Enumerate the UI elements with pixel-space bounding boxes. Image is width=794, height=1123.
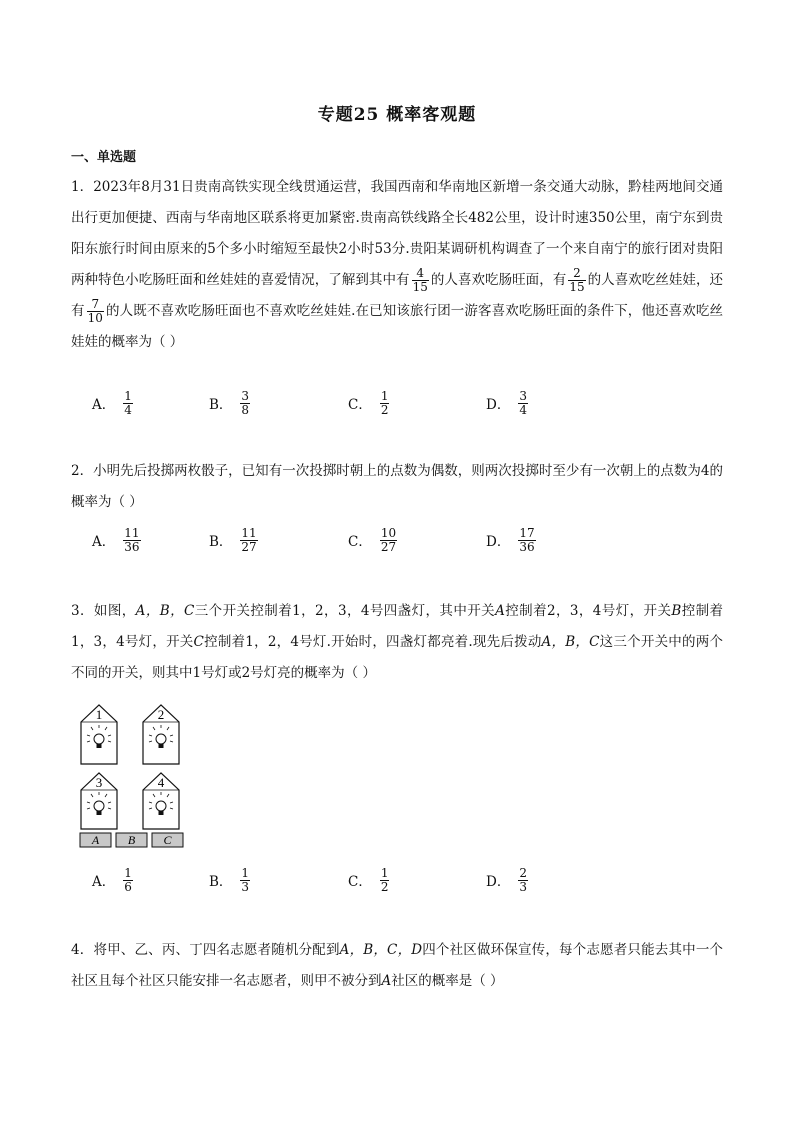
option-c[interactable] [348, 860, 391, 900]
lamp-house [81, 705, 117, 764]
question-1 [71, 172, 723, 358]
question-number: 4． [71, 942, 94, 958]
option-letter: D． [486, 874, 511, 890]
lamp-number: 1 [95, 707, 103, 722]
option-fraction [380, 390, 390, 416]
question-text: 的人喜欢吃肠旺面，有 [430, 272, 567, 288]
fraction-denominator: 2 [380, 402, 389, 417]
question-2 [71, 456, 723, 518]
option-d[interactable] [486, 383, 530, 423]
option-d[interactable] [486, 520, 538, 560]
question-text: 的人喜欢吃丝娃娃，还有 [71, 272, 724, 319]
fraction [412, 267, 429, 293]
question-text: 四个社区做环保宣传，每个志愿者只能去其中一个社区且每个社区只能安排一名志愿者，则甲不被分到 [71, 942, 724, 989]
fraction [87, 298, 104, 324]
option-fraction [123, 390, 133, 416]
option-letter: B． [209, 397, 233, 413]
switch-a [80, 833, 111, 847]
fraction-numerator: 11 [241, 525, 257, 540]
question-number: 2． [71, 463, 94, 479]
question-text: 控制着1，3，4号灯，开关 [71, 603, 724, 650]
lamp-number: 3 [95, 775, 103, 790]
variable: A，B，C [541, 634, 600, 650]
fraction-numerator: 4 [412, 267, 429, 281]
switch-label: B [127, 833, 136, 847]
question-text: 如图， [93, 603, 136, 619]
fraction [568, 267, 585, 293]
fraction-denominator: 3 [241, 879, 250, 894]
lamp-house [143, 773, 179, 829]
options-q1 [0, 383, 794, 423]
option-b[interactable] [209, 860, 252, 900]
fraction-denominator: 8 [241, 402, 250, 417]
fraction-numerator: 2 [519, 865, 527, 880]
question-text: 将甲、乙、丙、丁四名志愿者随机分配到 [93, 942, 340, 958]
fraction-denominator: 36 [124, 539, 140, 554]
fraction-denominator: 15 [412, 280, 428, 294]
fraction-denominator: 36 [519, 539, 535, 554]
options-q3 [0, 860, 794, 900]
option-fraction [240, 390, 250, 416]
question-number: 1． [71, 179, 94, 195]
switch-c [152, 833, 183, 847]
fraction-denominator: 15 [569, 280, 585, 294]
option-a[interactable] [92, 860, 135, 900]
option-letter: D． [486, 397, 511, 413]
option-fraction [518, 867, 528, 893]
question-text: 控制着2，3，4号灯，开关 [504, 603, 672, 619]
lamp-number: 4 [157, 775, 165, 790]
switch-label: A [91, 833, 100, 847]
option-fraction [123, 527, 140, 553]
fraction-numerator: 11 [124, 525, 140, 540]
option-fraction [518, 527, 535, 553]
option-fraction [240, 867, 250, 893]
option-fraction [380, 867, 390, 893]
question-text: 社区的概率是（ ） [391, 973, 504, 989]
section-heading: 一、单选题 [71, 150, 137, 165]
fraction-denominator: 4 [124, 402, 132, 417]
variable: C [193, 634, 204, 650]
option-letter: D． [486, 534, 511, 550]
fraction-denominator: 2 [380, 879, 389, 894]
variable: A [495, 603, 505, 619]
question-text: 三个开关控制着1，2，3，4号四盏灯，其中开关 [194, 603, 496, 619]
question-3 [71, 596, 723, 689]
fraction-numerator: 1 [380, 388, 389, 403]
fraction-numerator: 10 [380, 525, 397, 540]
variable: A，B，C，D [339, 942, 423, 958]
option-letter: C． [348, 874, 372, 890]
lamp-switch-figure [77, 702, 189, 850]
fraction-denominator: 27 [241, 539, 257, 554]
switch-b [116, 833, 147, 847]
fraction-numerator: 1 [241, 865, 250, 880]
fraction-denominator: 3 [519, 879, 527, 894]
variable: A [381, 973, 392, 989]
fraction-denominator: 4 [519, 402, 527, 417]
page-title: 专题25 概率客观题 [317, 105, 477, 125]
option-letter: A． [92, 534, 116, 550]
fraction-denominator: 27 [380, 539, 397, 554]
option-letter: A． [92, 397, 116, 413]
option-fraction [123, 867, 133, 893]
option-letter: A． [92, 874, 116, 890]
fraction-numerator: 2 [568, 267, 585, 281]
option-c[interactable] [348, 520, 399, 560]
question-text: 2023年8月31日贵南高铁实现全线贯通运营，我国西南和华南地区新增一条交通大动脉，黔桂两地间交通出行更加便捷、西南与华南地区联系将更加紧密.贵南高铁线路全长482公里，设计时速350公里，南宁东到贵阳东旅行时间由原来的5个多小时缩短至最快2小时53分.贵阳某调研机构调查了一个来自南宁的旅行团对贵阳两种特色小吃肠旺面和丝娃娃的喜爱情况，了解到其中有 [71, 179, 724, 288]
lamp-number: 2 [157, 707, 165, 722]
fraction-numerator: 1 [380, 865, 389, 880]
variable: B [671, 603, 682, 619]
lamp-house [81, 773, 117, 829]
fraction-numerator: 17 [519, 525, 535, 540]
fraction-denominator: 10 [87, 311, 103, 325]
option-letter: B． [209, 534, 233, 550]
question-text: 的人既不喜欢吃肠旺面也不喜欢吃丝娃娃.在已知该旅行团一游客喜欢吃肠旺面的条件下，他还喜欢吃丝娃娃的概率为（ ） [71, 303, 724, 350]
switch-label: C [163, 833, 172, 847]
options-q2 [0, 520, 794, 560]
question-text: 小明先后投掷两枚骰子，已知有一次投掷时朝上的点数为偶数，则两次投掷时至少有一次朝上的点数为4的概率为（ ） [71, 463, 723, 510]
fraction-numerator: 1 [124, 388, 132, 403]
option-fraction [380, 527, 397, 553]
option-a[interactable] [92, 520, 143, 560]
question-text: 控制着1，2，4号灯.开始时，四盏灯都亮着.现先后拨动 [203, 634, 542, 650]
question-number: 3． [71, 603, 94, 619]
lamp-house [143, 705, 179, 764]
fraction-numerator: 3 [241, 388, 250, 403]
option-letter: B． [209, 874, 233, 890]
option-a[interactable] [92, 383, 135, 423]
question-text: 这三个开关中的两个不同的开关，则其中1号灯或2号灯亮的概率为（ ） [71, 634, 723, 681]
option-letter: C． [348, 397, 372, 413]
option-fraction [240, 527, 257, 553]
option-d[interactable] [486, 860, 530, 900]
question-4 [71, 935, 723, 997]
fraction-numerator: 3 [519, 388, 527, 403]
option-b[interactable] [209, 383, 252, 423]
fraction-denominator: 6 [124, 879, 132, 894]
option-c[interactable] [348, 383, 391, 423]
variable: A，B，C [135, 603, 195, 619]
fraction-numerator: 7 [87, 298, 104, 312]
option-b[interactable] [209, 520, 260, 560]
option-letter: C． [348, 534, 372, 550]
fraction-numerator: 1 [124, 865, 132, 880]
option-fraction [518, 390, 528, 416]
